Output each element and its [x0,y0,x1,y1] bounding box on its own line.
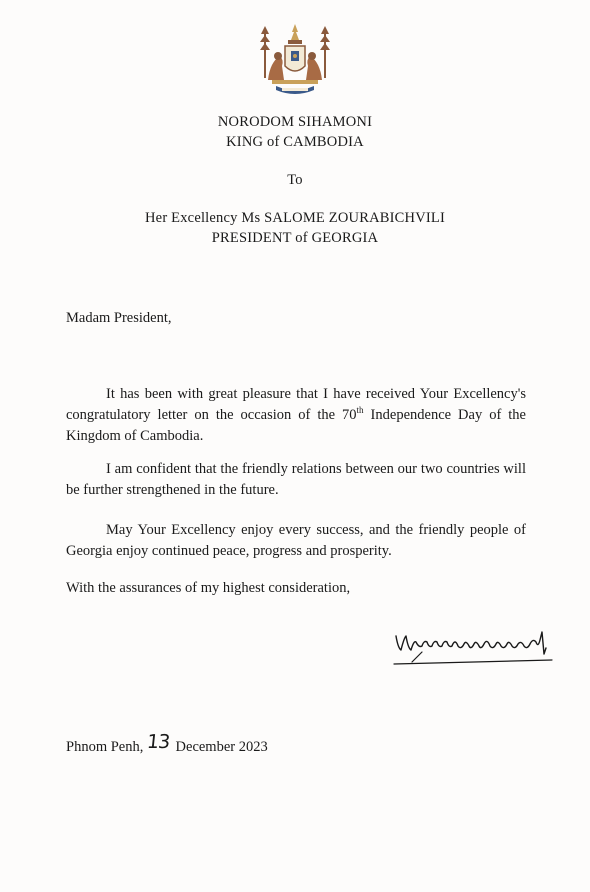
paragraph-1-text-a: It has been with great pleasure that I have received Your Excellency's congratulatory letter on the occasion of the 70 [66,386,526,423]
paragraph-1-text-b: Independence Day of the Kingdom of Cambodia. [66,407,526,444]
sender-title: KING of CAMBODIA [226,134,364,150]
recipient-name: Her Excellency Ms SALOME ZOURABICHVILI [145,210,445,226]
signature-icon [392,618,554,668]
salutation: Madam President, [66,310,172,326]
paragraph-2 [66,459,526,501]
month-year-text: December 2023 [175,739,268,755]
closing-line: With the assurances of my highest consideration, [66,580,351,596]
recipient-title: PRESIDENT of GEORGIA [211,230,379,246]
paragraph-3 [66,520,526,562]
royal-emblem-icon [258,22,332,102]
place-text: Phnom Penh, [66,739,144,755]
ordinal-suffix: th [356,405,364,416]
handwritten-day: 13 [146,731,171,753]
sender-name: NORODOM SIHAMONI [217,114,373,130]
to-label: To [287,172,303,188]
paragraph-2-text: I am confident that the friendly relations between our two countries will be further strengthened in the future. [66,461,526,498]
paragraph-1 [66,384,526,447]
place-and-date [66,731,268,756]
paragraph-3-text: May Your Excellency enjoy every success, and the friendly people of Georgia enjoy continued peace, progress and prosperity. [66,522,526,559]
